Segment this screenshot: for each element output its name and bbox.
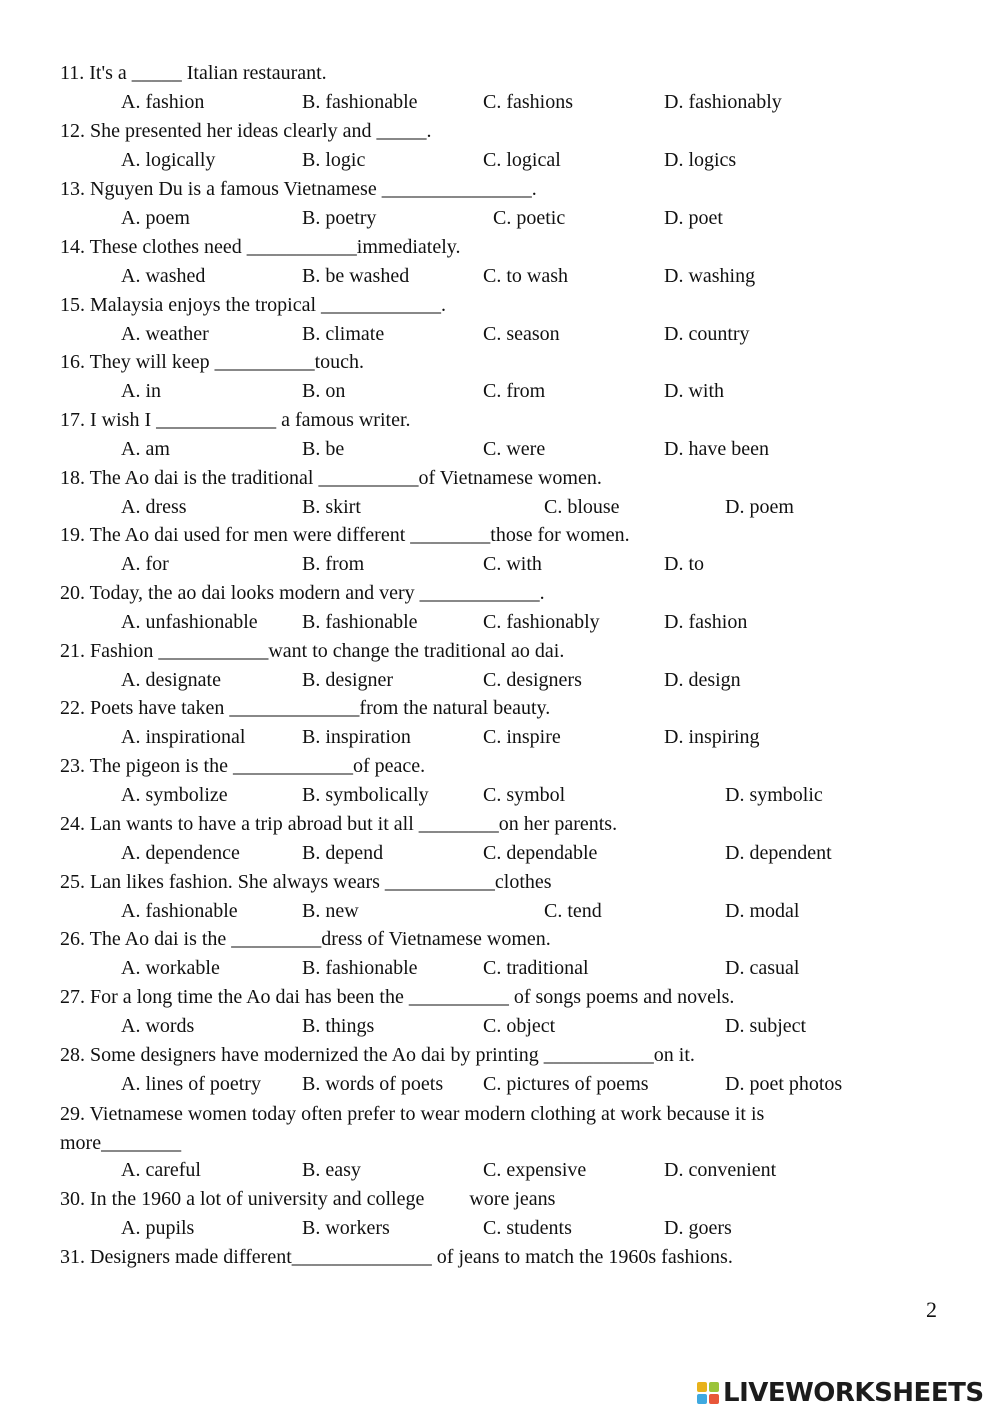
q21-option-d[interactable]: D. design <box>664 669 741 691</box>
question-16: 16. They will keep __________touch. <box>60 351 365 373</box>
page-number: 2 <box>926 1297 937 1322</box>
q13-option-a[interactable]: A. poem <box>121 207 190 229</box>
q21-option-b[interactable]: B. designer <box>302 669 394 691</box>
q14-option-d[interactable]: D. washing <box>664 265 756 287</box>
q25-option-b[interactable]: B. new <box>302 900 359 922</box>
question-28: 28. Some designers have modernized the Ao dai by printing ___________on it. <box>60 1044 695 1066</box>
q17-option-c[interactable]: C. were <box>483 438 546 460</box>
q13-option-b[interactable]: B. poetry <box>302 207 377 229</box>
q23-option-c[interactable]: C. symbol <box>483 784 566 806</box>
q22-option-b[interactable]: B. inspiration <box>302 726 411 748</box>
q20-option-a[interactable]: A. unfashionable <box>121 611 258 633</box>
q23-option-b[interactable]: B. symbolically <box>302 784 429 806</box>
q27-option-a[interactable]: A. words <box>121 1015 195 1037</box>
q12-option-d[interactable]: D. logics <box>664 149 737 171</box>
q19-option-b[interactable]: B. from <box>302 553 365 575</box>
question-22: 22. Poets have taken _____________from the natural beauty. <box>60 697 551 719</box>
q11-option-a[interactable]: A. fashion <box>121 91 205 113</box>
question-25: 25. Lan likes fashion. She always wears ___________clothes <box>60 871 552 893</box>
q30-option-a[interactable]: A. pupils <box>121 1217 195 1239</box>
q26-option-c[interactable]: C. traditional <box>483 957 589 979</box>
q11-option-d[interactable]: D. fashionably <box>664 91 782 113</box>
question-12: 12. She presented her ideas clearly and _____. <box>60 120 432 142</box>
q27-option-d[interactable]: D. subject <box>725 1015 807 1037</box>
q13-option-c[interactable]: C. poetic <box>493 207 566 229</box>
q14-option-b[interactable]: B. be washed <box>302 265 410 287</box>
q11-option-c[interactable]: C. fashions <box>483 91 573 113</box>
q22-option-d[interactable]: D. inspiring <box>664 726 760 748</box>
q21-option-c[interactable]: C. designers <box>483 669 582 691</box>
q25-option-a[interactable]: A. fashionable <box>121 900 238 922</box>
question-13: 13. Nguyen Du is a famous Vietnamese _______________. <box>60 178 537 200</box>
q23-option-a[interactable]: A. symbolize <box>121 784 228 806</box>
q19-option-c[interactable]: C. with <box>483 553 542 575</box>
q24-option-b[interactable]: B. depend <box>302 842 384 864</box>
q28-option-a[interactable]: A. lines of poetry <box>121 1073 261 1095</box>
question-31: 31. Designers made different______________ of jeans to match the 1960s fashions. <box>60 1246 733 1268</box>
q28-option-c[interactable]: C. pictures of poems <box>483 1073 649 1095</box>
q24-option-c[interactable]: C. dependable <box>483 842 598 864</box>
q16-option-c[interactable]: C. from <box>483 380 546 402</box>
question-20: 20. Today, the ao dai looks modern and very ____________. <box>60 582 545 604</box>
q29-option-d[interactable]: D. convenient <box>664 1159 777 1181</box>
question-24: 24. Lan wants to have a trip abroad but it all ________on her parents. <box>60 813 618 835</box>
logo-square-4 <box>709 1394 719 1404</box>
q30-option-d[interactable]: D. goers <box>664 1217 732 1239</box>
q30-option-b[interactable]: B. workers <box>302 1217 390 1239</box>
q24-option-a[interactable]: A. dependence <box>121 842 240 864</box>
question-23: 23. The pigeon is the ____________of peace. <box>60 755 426 777</box>
q19-option-a[interactable]: A. for <box>121 553 169 575</box>
q25-option-c[interactable]: C. tend <box>544 900 602 922</box>
q12-option-b[interactable]: B. logic <box>302 149 366 171</box>
q18-option-a[interactable]: A. dress <box>121 496 187 518</box>
q15-option-b[interactable]: B. climate <box>302 323 385 345</box>
q12-option-c[interactable]: C. logical <box>483 149 561 171</box>
q17-option-d[interactable]: D. have been <box>664 438 769 460</box>
logo-mark-icon <box>697 1382 719 1404</box>
q14-option-c[interactable]: C. to wash <box>483 265 568 287</box>
q26-option-d[interactable]: D. casual <box>725 957 800 979</box>
q16-option-d[interactable]: D. with <box>664 380 724 402</box>
question-15: 15. Malaysia enjoys the tropical ____________. <box>60 294 447 316</box>
question-21: 21. Fashion ___________want to change the traditional ao dai. <box>60 640 565 662</box>
q26-option-a[interactable]: A. workable <box>121 957 220 979</box>
q14-option-a[interactable]: A. washed <box>121 265 206 287</box>
q15-option-c[interactable]: C. season <box>483 323 560 345</box>
q16-option-b[interactable]: B. on <box>302 380 346 402</box>
question-17: 17. I wish I ____________ a famous writer. <box>60 409 411 431</box>
q19-option-d[interactable]: D. to <box>664 553 704 575</box>
q27-option-c[interactable]: C. object <box>483 1015 556 1037</box>
q22-option-a[interactable]: A. inspirational <box>121 726 246 748</box>
logo-square-1 <box>697 1382 707 1392</box>
q29-option-a[interactable]: A. careful <box>121 1159 201 1181</box>
q26-option-b[interactable]: B. fashionable <box>302 957 418 979</box>
q17-option-b[interactable]: B. be <box>302 438 345 460</box>
logo-square-2 <box>709 1382 719 1392</box>
q20-option-c[interactable]: C. fashionably <box>483 611 600 633</box>
q11-option-b[interactable]: B. fashionable <box>302 91 418 113</box>
question-14: 14. These clothes need ___________immediately. <box>60 236 461 258</box>
q12-option-a[interactable]: A. logically <box>121 149 216 171</box>
q28-option-b[interactable]: B. words of poets <box>302 1073 444 1095</box>
q20-option-d[interactable]: D. fashion <box>664 611 748 633</box>
q15-option-d[interactable]: D. country <box>664 323 750 345</box>
q20-option-b[interactable]: B. fashionable <box>302 611 418 633</box>
q17-option-a[interactable]: A. am <box>121 438 170 460</box>
q18-option-b[interactable]: B. skirt <box>302 496 361 518</box>
logo-square-3 <box>697 1394 707 1404</box>
question-18: 18. The Ao dai is the traditional __________of Vietnamese women. <box>60 467 602 489</box>
q21-option-a[interactable]: A. designate <box>121 669 221 691</box>
q16-option-a[interactable]: A. in <box>121 380 161 402</box>
question-26: 26. The Ao dai is the _________dress of Vietnamese women. <box>60 928 551 950</box>
q13-option-d[interactable]: D. poet <box>664 207 723 229</box>
q29-option-b[interactable]: B. easy <box>302 1159 361 1181</box>
q22-option-c[interactable]: C. inspire <box>483 726 561 748</box>
q29-option-c[interactable]: C. expensive <box>483 1159 587 1181</box>
q15-option-a[interactable]: A. weather <box>121 323 209 345</box>
q18-option-c[interactable]: C. blouse <box>544 496 620 518</box>
question-30: 30. In the 1960 a lot of university and college wore jeans <box>60 1188 556 1210</box>
q18-option-d[interactable]: D. poem <box>725 496 794 518</box>
q27-option-b[interactable]: B. things <box>302 1015 375 1037</box>
question-11: 11. It's a _____ Italian restaurant. <box>60 62 327 84</box>
logo-text: LIVEWORKSHEETS <box>723 1378 984 1408</box>
question-19: 19. The Ao dai used for men were different ________those for women. <box>60 524 630 546</box>
q28-option-d[interactable]: D. poet photos <box>725 1073 843 1095</box>
q30-option-c[interactable]: C. students <box>483 1217 572 1239</box>
question-27: 27. For a long time the Ao dai has been the __________ of songs poems and novels. <box>60 986 735 1008</box>
liveworksheets-logo <box>697 1378 984 1408</box>
question-29: 29. Vietnamese women today often prefer to wear modern clothing at work because it is more________ <box>60 1103 765 1154</box>
q25-option-d[interactable]: D. modal <box>725 900 800 922</box>
q24-option-d[interactable]: D. dependent <box>725 842 832 864</box>
q23-option-d[interactable]: D. symbolic <box>725 784 823 806</box>
